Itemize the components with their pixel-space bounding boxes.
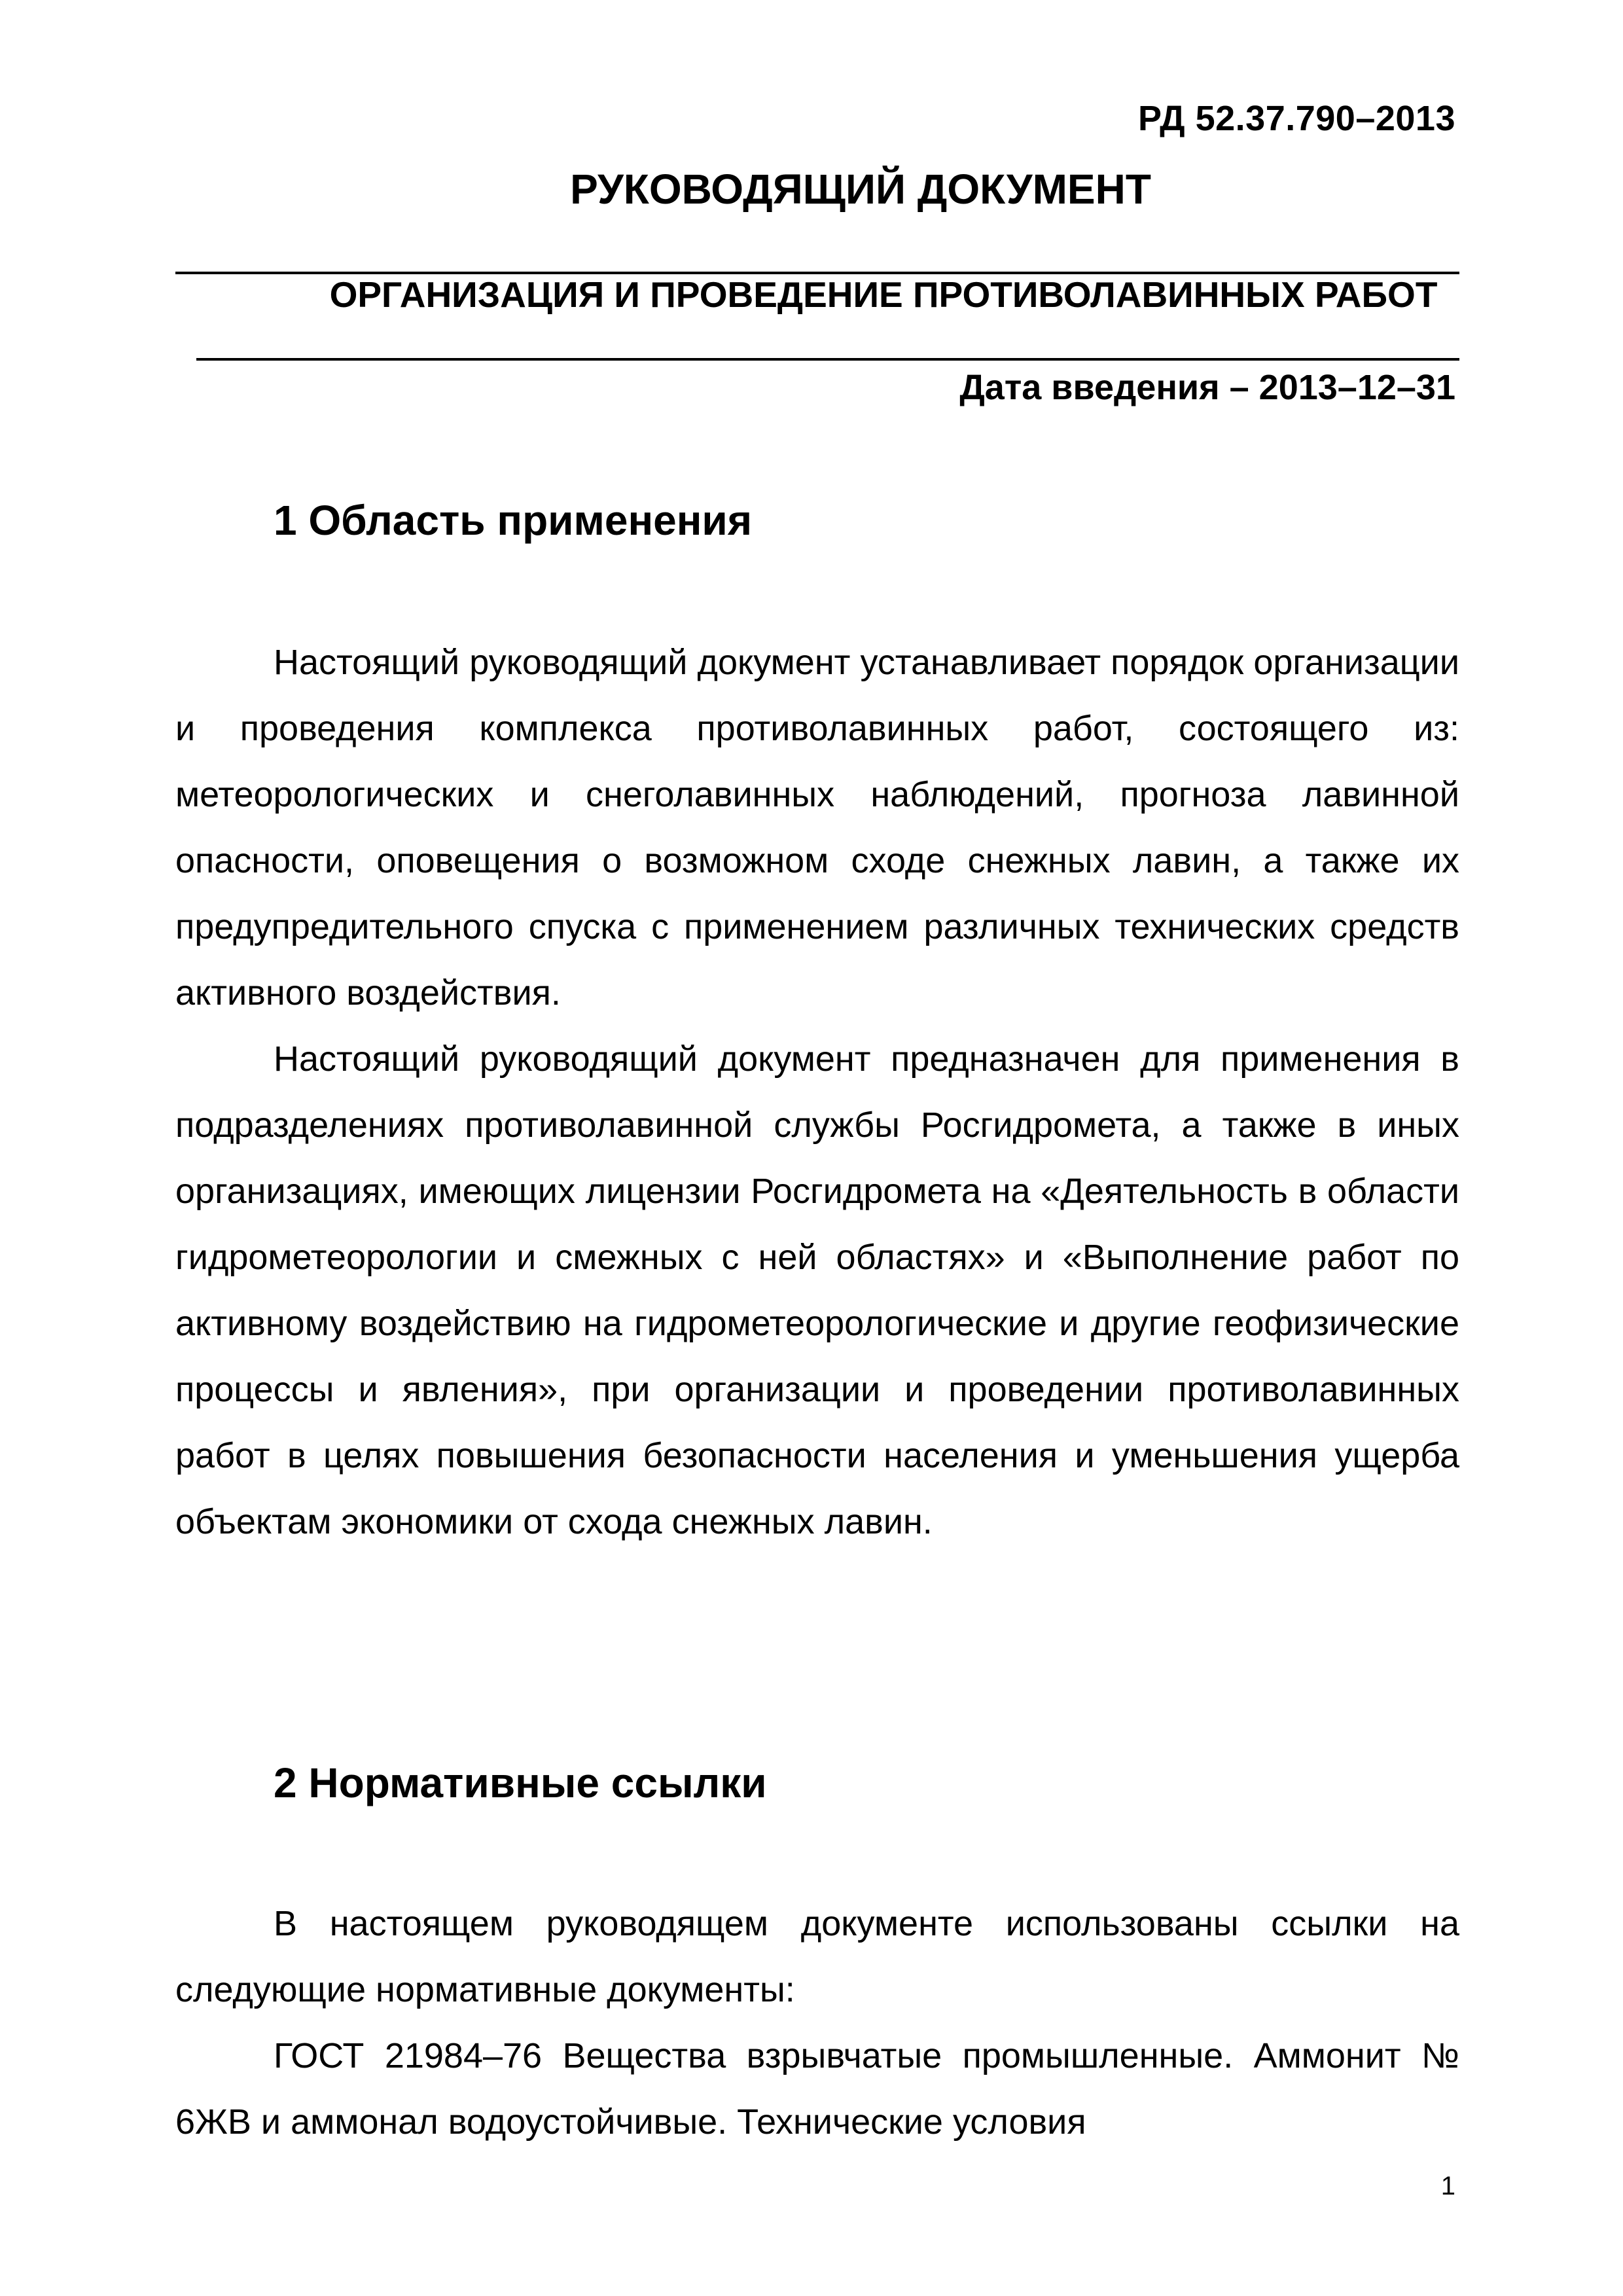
title-bottom-rule: [196, 358, 1459, 361]
paragraph: В настоящем руководящем документе использованы ссылки на следующие нормативные документы:: [175, 1904, 1459, 2009]
document-title: ОРГАНИЗАЦИЯ И ПРОВЕДЕНИЕ ПРОТИВОЛАВИННЫХ РАБОТ: [329, 274, 1438, 315]
section-heading-scope: 1 Область применения: [274, 497, 753, 544]
document-code: РД 52.37.790–2013: [1138, 99, 1455, 138]
document-type: РУКОВОДЯЩИЙ ДОКУМЕНТ: [570, 166, 1151, 213]
section-body-scope: [175, 630, 1459, 1555]
paragraph: Настоящий руководящий документ предназначен для применения в подразделениях противолавинной службы Росгидромета, а также в иных организациях, имеющих лицензии Росгидромета на «Деятельность в области гидрометеорологии и смежных с ней областях» и «Выполнение работ по активному воздействию на гидрометеорологические и другие геофизические процессы и явления», при организации и проведении противолавинных работ в целях повышения безопасности населения и уменьшения ущерба объектам экономики от схода снежных лавин.: [175, 1039, 1459, 1541]
section-heading-normative-references: 2 Нормативные ссылки: [274, 1759, 767, 1806]
paragraph: ГОСТ 21984–76 Вещества взрывчатые промышленные. Аммонит № 6ЖВ и аммонал водоустойчивые. Технические условия: [175, 2036, 1459, 2142]
introduction-date: Дата введения – 2013–12–31: [959, 368, 1455, 407]
page-number: 1: [1440, 2172, 1455, 2200]
section-body-normative-references: [175, 1891, 1459, 2155]
paragraph: Настоящий руководящий документ устанавливает порядок организации и проведения комплекса противолавинных работ, состоящего из: метеорологических и снеголавинных наблюдений, прогноза лавинной опасности, оповещения о возможном сходе снежных лавин, а также их предупредительного спуска с применением различных технических средств активного воздействия.: [175, 643, 1459, 1013]
